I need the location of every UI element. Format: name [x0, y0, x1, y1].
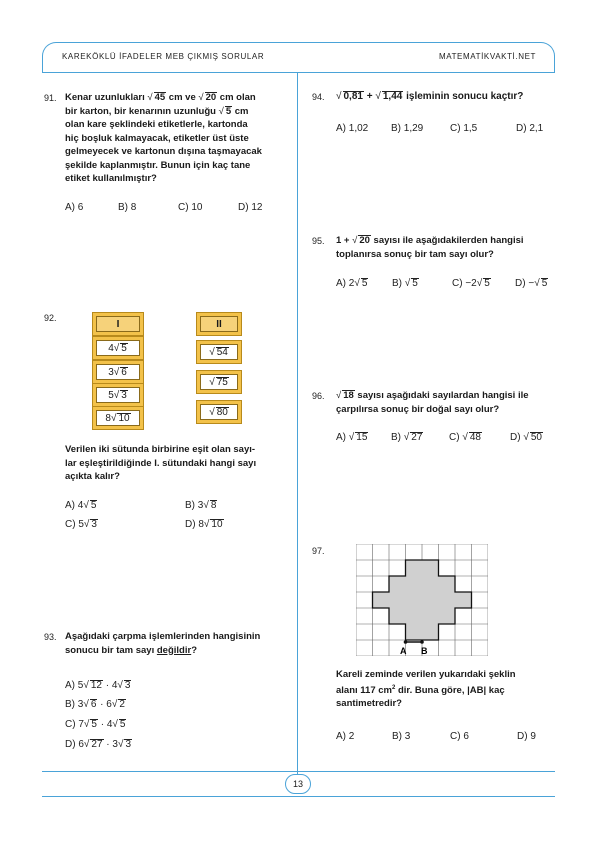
point-b-dot: [420, 640, 424, 644]
q97-number: 97.: [312, 546, 325, 556]
q92-option-d[interactable]: D) 8√ 10: [185, 519, 223, 530]
q96-option-d[interactable]: D) √ 50: [510, 432, 542, 443]
header-site: MATEMATİKVAKTİ.NET: [438, 52, 536, 61]
q95-option-d[interactable]: D) −√ 5: [515, 278, 548, 289]
header-rule: [42, 72, 555, 73]
q95-option-b[interactable]: B) √ 5: [392, 278, 418, 289]
q92-col2-item: √ 75: [196, 370, 242, 394]
q94-option-a[interactable]: A) 1,02: [336, 123, 369, 134]
q97-text: Kareli zeminde verilen yukarıdaki şeklin alanı 117 $cm^2$ dir. Buna göre, |AB| kaç santimetredir?: [336, 669, 516, 710]
q92-col1-item: 4 √ 5: [92, 336, 144, 360]
q92-col2-item: √ 54: [196, 340, 242, 364]
q92-option-b[interactable]: B) 3√ 8: [185, 500, 217, 511]
q95-number: 95.: [312, 236, 325, 246]
q94-number: 94.: [312, 92, 325, 102]
q91-option-b[interactable]: B) 8: [118, 202, 137, 213]
q96-option-a[interactable]: A) √ 15: [336, 432, 368, 443]
q92-option-c[interactable]: C) 5√ 3: [65, 519, 97, 530]
q92-text: Verilen iki sütunda birbirine eşit olan sayı- lar eşleştirildiğinde I. sütundaki hangi sayı açıkta kalır?: [65, 444, 257, 482]
footer-rule: [42, 771, 555, 772]
page-number: 13: [285, 774, 311, 794]
q91-number: 91.: [44, 93, 57, 103]
q96-number: 96.: [312, 391, 325, 401]
q92-col1-item: 5 √ 3: [92, 383, 144, 407]
q93-number: 93.: [44, 632, 57, 642]
q91-option-d[interactable]: D) 12: [238, 202, 263, 213]
q97-grid-figure: [356, 544, 488, 656]
point-a-dot: [404, 640, 408, 644]
cross-shape: [373, 560, 472, 640]
q94-option-c[interactable]: C) 1,5: [450, 123, 478, 134]
q94-text: √ 0,81 + √ 1,44 işleminin sonucu kaçtır?: [336, 91, 524, 102]
q92-number: 92.: [44, 313, 57, 323]
q91-text: Kenar uzunlukları √ 45 cm ve √ 20 cm olan bir karton, bir kenarının uzunluğu √ 5 cm olan kare şeklindeki etiketlerle, kartonda hiç boşluk kalmayacak, etiketler üst üste gelmeyecek ve kartonun dışına taşmayacak şekilde kaplanmıştır. Bunun için kaç tane etiket kullanılmıştır?: [65, 92, 262, 184]
q97-option-d[interactable]: D) 9: [517, 731, 536, 742]
q95-text: 1 + √ 20 sayısı ile aşağıdakilerden hangisi toplanırsa sonuç bir tam sayı olur?: [336, 235, 524, 260]
q93-text: Aşağıdaki çarpma işlemlerinden hangisinin sonucu bir tam sayı değildir?: [65, 631, 261, 656]
point-b-label: B: [421, 646, 428, 656]
q93-option-a[interactable]: A) 5√ 12 · 4√ 3: [65, 680, 131, 691]
point-a-label: A: [400, 646, 407, 656]
q93-option-b[interactable]: B) 3√ 6 · 6√ 2: [65, 699, 125, 710]
q92-col1-item: 8 √ 10: [92, 406, 144, 430]
header-title: KAREKÖKLÜ İFADELER MEB ÇIKMIŞ SORULAR: [62, 52, 265, 61]
q92-col2-header: II: [196, 312, 242, 336]
q91-option-c[interactable]: C) 10: [178, 202, 203, 213]
column-divider: [297, 73, 298, 775]
q95-option-a[interactable]: A) 2√ 5: [336, 278, 368, 289]
q95-option-c[interactable]: C) −2√ 5: [452, 278, 490, 289]
q97-option-a[interactable]: A) 2: [336, 731, 355, 742]
q93-option-d[interactable]: D) 6√ 27 · 3√ 3: [65, 739, 132, 750]
q94-option-b[interactable]: B) 1,29: [391, 123, 424, 134]
q96-option-b[interactable]: B) √ 27: [391, 432, 423, 443]
q94-option-d[interactable]: D) 2,1: [516, 123, 544, 134]
q92-col1-header: I: [92, 312, 144, 336]
q97-option-c[interactable]: C) 6: [450, 731, 469, 742]
q96-option-c[interactable]: C) √ 48: [449, 432, 481, 443]
q97-option-b[interactable]: B) 3: [392, 731, 411, 742]
q92-col2-item: √ 80: [196, 400, 242, 424]
q93-option-c[interactable]: C) 7√ 5 · 4√ 5: [65, 719, 126, 730]
footer-rule-bottom: [42, 796, 555, 797]
q91-option-a[interactable]: A) 6: [65, 202, 84, 213]
q92-col1-item: 3 √ 6: [92, 360, 144, 384]
q96-text: √ 18 sayısı aşağıdaki sayılardan hangisi ile çarpılırsa sonuç bir doğal sayı olur?: [336, 390, 529, 415]
q92-option-a[interactable]: A) 4√ 5: [65, 500, 97, 511]
